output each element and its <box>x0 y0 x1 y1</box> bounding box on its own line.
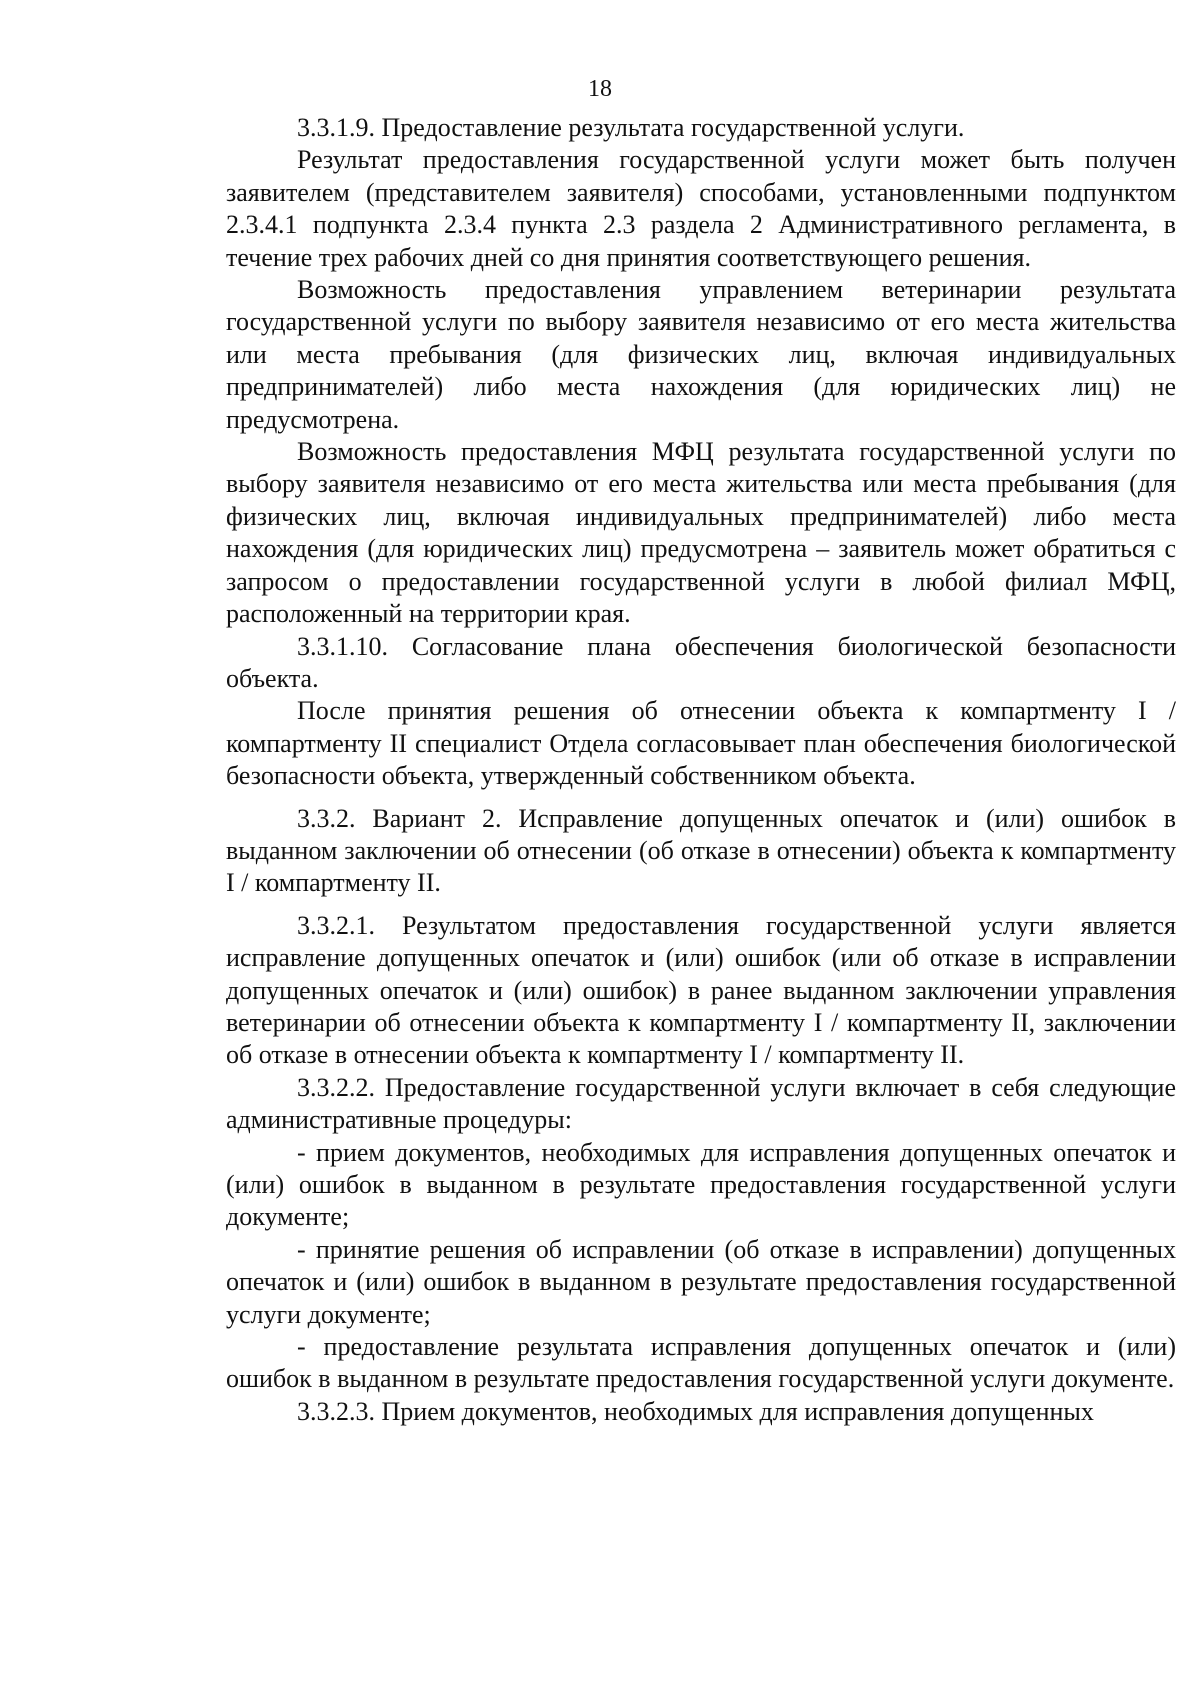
document-body <box>226 112 1176 1428</box>
section-3-3-2-heading: 3.3.2. Вариант 2. Исправление допущенных опечаток и (или) ошибок в выданном заключении об отнесении (об отказе в отнесении) объекта к компартменту I / компартменту II. <box>226 803 1176 898</box>
paragraph-veterinary-extraterritorial: Возможность предоставления управлением ветеринарии результата государственной услуги по выбору заявителя независимо от его места жительства или места пребывания (для физических лиц, включая индивидуальных предпринимателей) либо места нахождения (для юридических лиц) не предусмотрена. <box>226 275 1176 434</box>
section-3-3-2-2: 3.3.2.2. Предоставление государственной услуги включает в себя следующие административные процедуры: <box>226 1072 1176 1135</box>
section-3-3-1-10-heading: 3.3.1.10. Согласование плана обеспечения биологической безопасности объекта. <box>226 631 1176 693</box>
procedure-list-item: - прием документов, необходимых для исправления допущенных опечаток и (или) ошибок в выданном в результате предоставления государственной услуги документе; <box>226 1137 1176 1232</box>
procedure-list-item: - принятие решения об исправлении (об отказе в исправлении) допущенных опечаток и (или) ошибок в выданном в результате предоставления государственной услуги документе; <box>226 1234 1176 1329</box>
page-number: 18 <box>588 76 612 102</box>
section-3-3-1-9-heading: 3.3.1.9. Предоставление результата государственной услуги. <box>297 113 965 142</box>
paragraph-biosafety-plan: После принятия решения об отнесении объекта к компартменту I / компартменту II специалист Отдела согласовывает план обеспечения биологической безопасности объекта, утвержденный собственником объекта. <box>226 696 1176 791</box>
section-3-3-2-3: 3.3.2.3. Прием документов, необходимых для исправления допущенных <box>297 1396 1094 1426</box>
section-3-3-2-1: 3.3.2.1. Результатом предоставления государственной услуги является исправление допущенных опечаток и (или) ошибок (или об отказе в исправлении допущенных опечаток и (или) ошибок) в ранее выданном заключении управления ветеринарии об отнесении объекта к компартменту I / компартменту II, заключении об отказе в отнесении объекта к компартменту I / компартменту II. <box>226 910 1176 1070</box>
paragraph-mfc-extraterritorial: Возможность предоставления МФЦ результата государственной услуги по выбору заявителя независимо от его места жительства или места пребывания (для физических лиц, включая индивидуальных предпринимателей) либо места нахождения (для юридических лиц) предусмотрена – заявитель может обратиться с запросом о предоставлении государственной услуги в любой филиал МФЦ, расположенный на территории края. <box>226 437 1176 629</box>
procedure-list-item: - предоставление результата исправления допущенных опечаток и (или) ошибок в выданном в результате предоставления государственной услуги документе. <box>226 1332 1176 1394</box>
paragraph-result-delivery: Результат предоставления государственной услуги может быть получен заявителем (представителем заявителя) способами, установленными подпунктом 2.3.4.1 подпункта 2.3.4 пункта 2.3 раздела 2 Административного регламента, в течение трех рабочих дней со дня принятия соответствующего решения. <box>226 145 1176 272</box>
